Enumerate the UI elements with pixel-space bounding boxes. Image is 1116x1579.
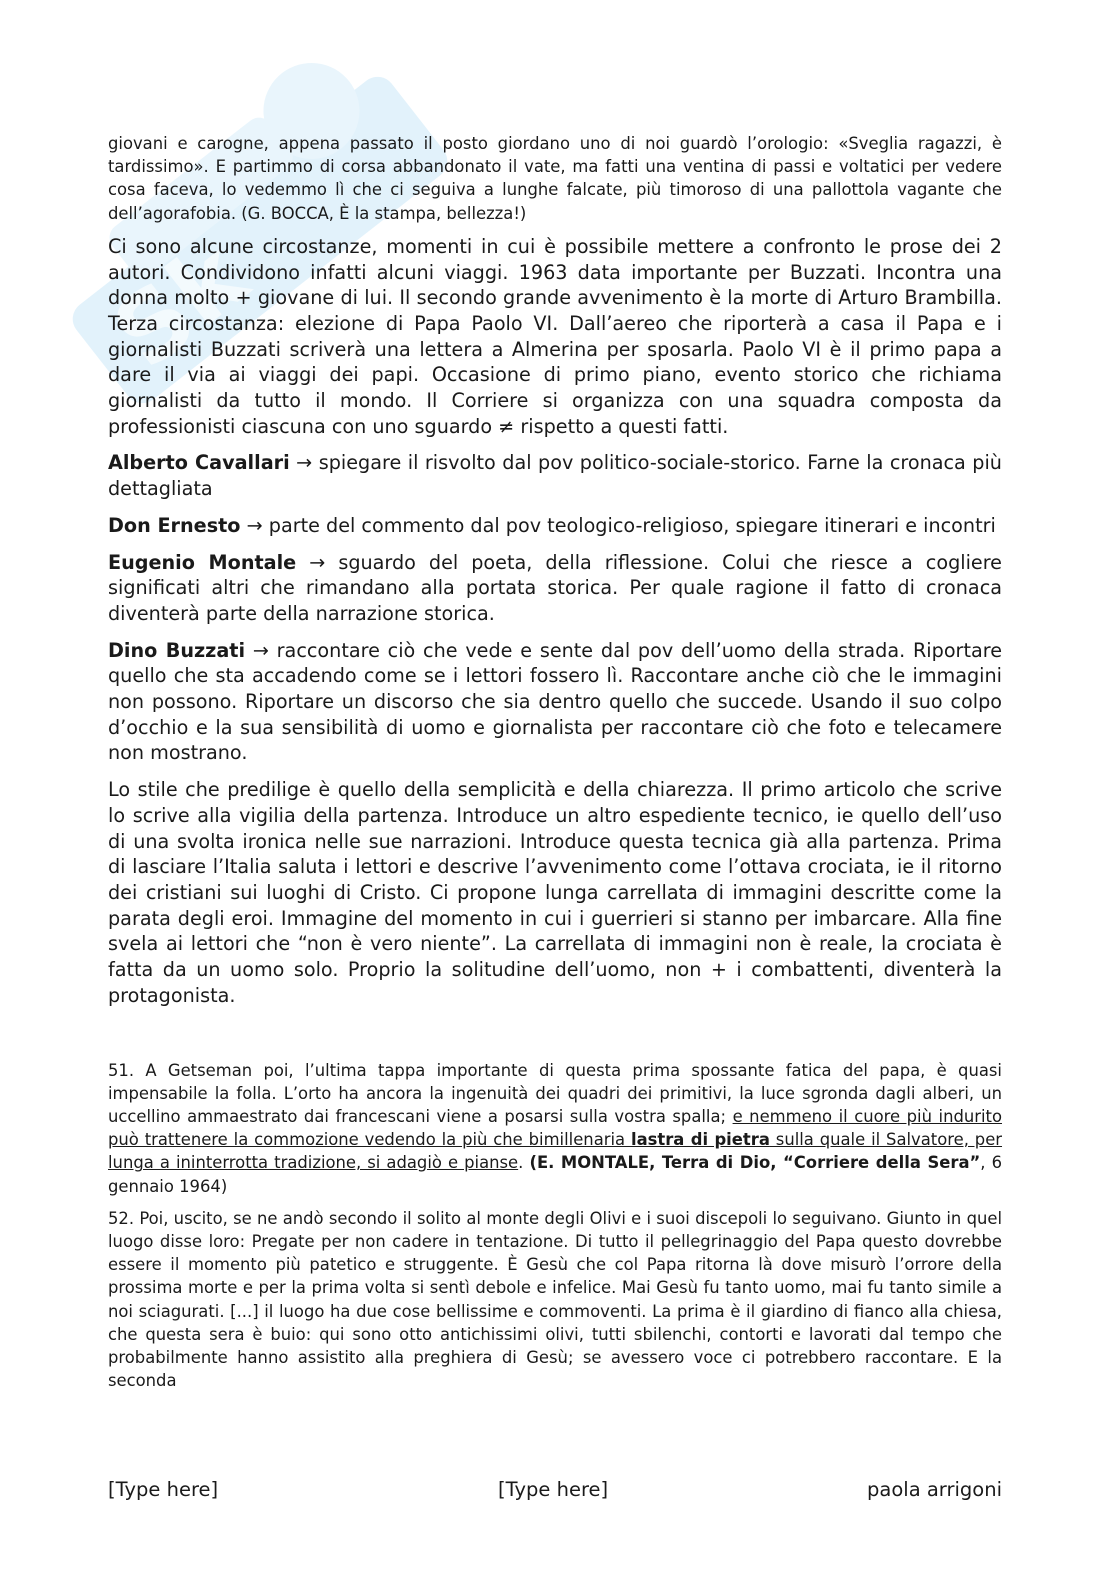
- quote-51: [108, 1059, 1002, 1198]
- footer-center: [Type here]: [498, 1478, 609, 1501]
- quote-51-period: .: [518, 1153, 524, 1173]
- footer-left: [Type here]: [108, 1478, 219, 1501]
- page-footer: [108, 1478, 1002, 1508]
- role-cavallari: [108, 450, 1002, 501]
- role-description: sguardo del poeta, della riflessione. Colui che riesce a cogliere significati altri che rimandano alla portata storica. Per quale ragione il fatto di cronaca diventerà parte della narrazione storica.: [108, 550, 1002, 625]
- quote-51-text: 51. A Getseman poi, l’ultima tappa importante di questa prima spossante fatica del papa, è quasi impensabile la folla. L’orto ha ancora la ingenuità dei quadri dei primitivi, la luce sgronda dagli alberi, un uccellino ammaestrato dai francescani viene a posarsi sulla vostra spalla;: [108, 1060, 1002, 1126]
- role-description: spiegare il risvolto dal pov politico-sociale-storico. Farne la cronaca più dettagliata: [108, 451, 1002, 501]
- quote-51-underlined: e nemmeno il cuore più indurito può trattenere la commozione vedendo la più che bimillenaria: [108, 1106, 1002, 1150]
- role-buzzati: [108, 638, 1002, 767]
- paragraph-intro: Ci sono alcune circostanze, momenti in cui è possibile mettere a confronto le prose dei 2 autori. Condividono infatti alcuni viaggi. 1963 data importante per Buzzati. Incontra una donna molto + giovane di lui. Il secondo grande avvenimento è la morte di Arturo Brambilla. Terza circostanza: elezione di Papa Paolo VI. Dall’aereo che riporterà a casa il Papa e i giornalisti Buzzati scriverà una lettera a Almerina per sposarla. Paolo VI è il primo papa a dare il via ai viaggi dei papi. Occasione di primo piano, evento storico che richiama giornalisti da tutto il mondo. Il Corriere si organizza con una squadra composta da professionisti ciascuna con uno sguardo ≠ rispetto a questi fatti.: [108, 234, 1002, 438]
- svg-text:Sk: Sk: [92, 220, 267, 391]
- role-name: Dino Buzzati: [108, 638, 246, 662]
- quote-51-underlined-end: sulla quale il Salvatore, per lunga a ininterrotta tradizione, si adagiò e pianse: [108, 1130, 1003, 1173]
- role-name: Don Ernesto: [108, 513, 241, 537]
- role-name: Alberto Cavallari: [108, 451, 290, 475]
- quote-52: 52. Poi, uscito, se ne andò secondo il solito al monte degli Olivi e i suoi discepoli lo seguivano. Giunto in quel luogo disse loro: Pregate per non cadere in tentazione. Di tutto il pellegrinaggio del Papa questo dovrebbe essere il momento più patetico e struggente. È Gesù che col Papa ritorna là dove misurò l’orrore della prossima morte e per la prima volta si sentì debole e infelice. Mai Gesù fu tanto uomo, mai fu tanto simile a noi sciagurati. [...] il luogo ha due cose bellissime e commoventi. La prima è il giardino di fianco alla chiesa, che questa sera è buio: qui sono otto antichissimi olivi, tutti sbilenchi, contorti e lavorati dal tempo che probabilmente hanno assistito alla preghiera di Gesù; se avessero voce ci potrebbero raccontare. E la seconda: [108, 1208, 1002, 1391]
- paragraph-style: Lo stile che predilige è quello della semplicità e della chiarezza. Il primo articolo che scrive lo scrive alla vigilia della partenza. Introduce un altro espediente tecnico, ie quello dell’uso di una svolta ironica nelle sue narrazioni. Introduce questa tecnica già alla partenza. Prima di lasciare l’Italia saluta i lettori e descrive l’avvenimento come l’ottava crociata, ie il ritorno dei cristiani sui luoghi di Cristo. Ci propone lunga carrellata di immagini descritte come la parata degli eroi. Immagine del momento in cui i guerrieri si stanno per imbarcare. Alla fine svela ai lettori che “non è vero niente”. La carrellata di immagini non è reale, la crociata è fatta da un uomo solo. Proprio la solitudine dell’uomo, non + i combattenti, diventerà la protagonista.: [108, 778, 1002, 1007]
- document-body: [108, 132, 1002, 1392]
- paragraph-quote-bocca: giovani e carogne, appena passato il posto giordano uno di noi guardò l’orologio: «Sveglia ragazzi, è tardissimo». E partimmo di corsa abbandonato il vate, ma fatti una ventina di passi e voltatici per vedere cosa faceva, lo vedemmo lì che ci seguiva a lunghe falcate, più timoroso di una pallottola vagante che dell’agorafobia. (G. BOCCA, È la stampa, bellezza!): [108, 134, 1002, 223]
- arrow-icon: →: [296, 451, 313, 475]
- role-description: parte del commento dal pov teologico-religioso, spiegare itinerari e incontri: [268, 513, 996, 537]
- quote-51-bold-underlined: lastra di pietra: [630, 1130, 770, 1150]
- quote-51-citation: (E. MONTALE, Terra di Dio, “Corriere della Sera”: [529, 1153, 981, 1173]
- footer-author: paola arrigoni: [867, 1478, 1002, 1501]
- quote-51-citation-date: , 6 gennaio 1964): [108, 1153, 1003, 1196]
- role-don-ernesto: [108, 513, 1002, 539]
- arrow-icon: →: [246, 513, 263, 537]
- role-description: raccontare ciò che vede e sente dal pov dell’uomo della strada. Riportare quello che sta accadendo come se i lettori fossero lì. Raccontare anche ciò che le immagini non possono. Riportare un discorso che sia dentro quello che succede. Usando il suo colpo d’occhio e la sua sensibilità di uomo e giornalista per raccontare ciò che foto e telecamere non mostrano.: [108, 638, 1002, 765]
- arrow-icon: →: [252, 638, 269, 662]
- arrow-icon: →: [309, 550, 326, 574]
- role-montale: [108, 550, 1002, 627]
- role-name: Eugenio Montale: [108, 550, 297, 574]
